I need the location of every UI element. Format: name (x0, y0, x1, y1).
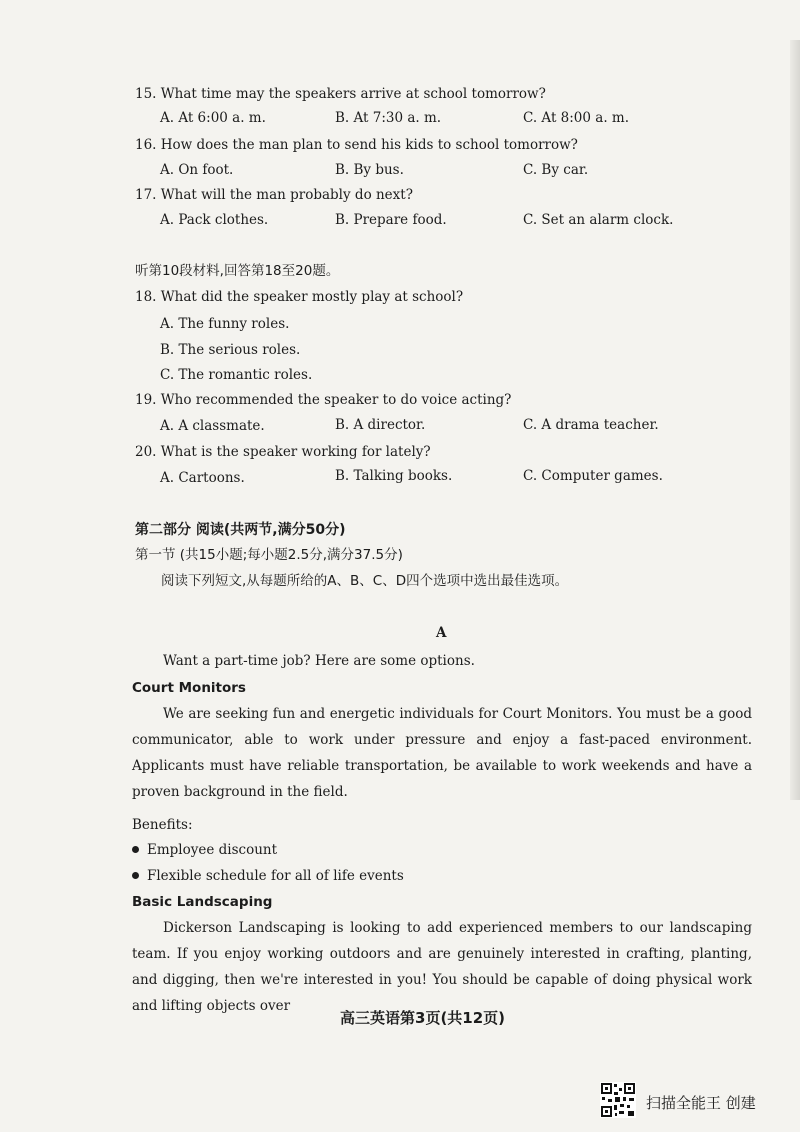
job-2-title: Basic Landscaping (132, 894, 273, 910)
q16-option-b: B. By bus. (335, 162, 404, 178)
q18-stem: 18. What did the speaker mostly play at school? (135, 289, 464, 305)
bullet-icon (132, 846, 139, 853)
passage-intro: Want a part-time job? Here are some options. (163, 653, 475, 669)
job-2-description: Dickerson Landscaping is looking to add experienced members to our landscaping team. If you enjoy working outdoors and are genuinely interested in crafting, planting, and digging, then we're interested in you! You should be capable of doing physical work and lifting objects over (132, 920, 752, 1014)
q16-option-a: A. On foot. (160, 162, 234, 178)
q18-option-b: B. The serious roles. (160, 342, 301, 358)
part-2-title: 第二部分 阅读(共两节,满分50分) (135, 522, 346, 538)
q20-option-b: B. Talking books. (335, 468, 453, 484)
q17-option-b: B. Prepare food. (335, 212, 447, 228)
bullet-icon (132, 872, 139, 879)
q15-option-b: B. At 7:30 a. m. (335, 110, 442, 126)
reading-instruction: 阅读下列短文,从每题所给的A、B、C、D四个选项中选出最佳选项。 (161, 573, 569, 589)
benefit-item-1 (132, 844, 277, 858)
q19-option-a: A. A classmate. (160, 418, 265, 434)
page-number-label: 高三英语第3页(共12页) (340, 1009, 506, 1027)
benefit-text: Employee discount (147, 842, 278, 858)
q19-option-b: B. A director. (335, 417, 426, 433)
q20-option-a: A. Cartoons. (160, 470, 245, 486)
q18-option-c: C. The romantic roles. (160, 367, 313, 383)
q15-option-a: A. At 6:00 a. m. (160, 110, 266, 126)
q19-stem: 19. Who recommended the speaker to do voice acting? (135, 392, 512, 408)
q15-option-c: C. At 8:00 a. m. (523, 110, 629, 126)
q20-stem: 20. What is the speaker working for lately? (135, 444, 431, 460)
q17-stem: 17. What will the man probably do next? (135, 187, 413, 203)
q20-option-c: C. Computer games. (523, 468, 663, 484)
section-1-title: 第一节 (共15小题;每小题2.5分,满分37.5分) (135, 547, 403, 563)
q19-option-c: C. A drama teacher. (523, 417, 659, 433)
q17-option-c: C. Set an alarm clock. (523, 212, 674, 228)
qr-code-icon (600, 1082, 636, 1118)
benefit-text: Flexible schedule for all of life events (147, 868, 404, 884)
passage-label: A (436, 625, 447, 641)
job-1-description: We are seeking fun and energetic individuals for Court Monitors. You must be a good communicator, able to work under pressure and enjoy a fast-paced environment. Applicants must have reliable transportation, be available to work weekends and have a proven background in the field. (132, 706, 752, 800)
q16-stem: 16. How does the man plan to send his kids to school tomorrow? (135, 137, 578, 153)
benefit-item-2 (132, 870, 404, 884)
q17-option-a: A. Pack clothes. (160, 212, 269, 228)
job-1-title: Court Monitors (132, 680, 246, 696)
benefits-label: Benefits: (132, 817, 193, 833)
page-edge-shadow (790, 40, 800, 800)
q15-stem: 15. What time may the speakers arrive at school tomorrow? (135, 86, 546, 102)
scanner-watermark-text: 扫描全能王 创建 (646, 1094, 756, 1112)
q16-option-c: C. By car. (523, 162, 589, 178)
material-10-instruction: 听第10段材料,回答第18至20题。 (135, 263, 340, 279)
q18-option-a: A. The funny roles. (160, 316, 290, 332)
